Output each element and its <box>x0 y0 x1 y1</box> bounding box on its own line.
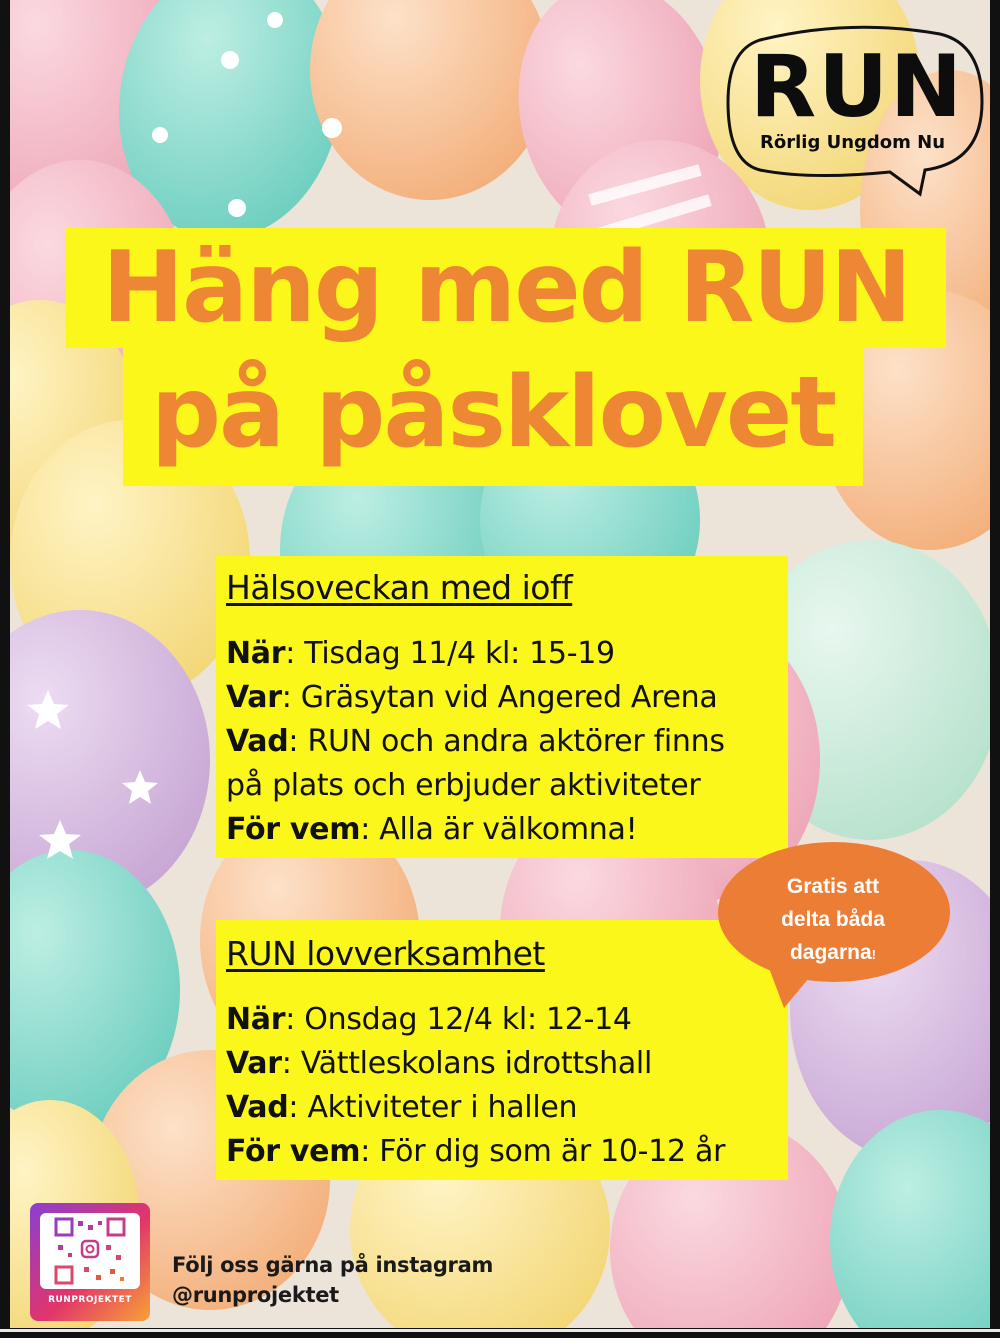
instagram-footer <box>172 1250 493 1310</box>
event-title: Hälsoveckan med ioff <box>226 568 573 607</box>
logo-title: RUN <box>750 37 965 137</box>
event-who: För vem: För dig som är 10-12 år <box>226 1134 726 1169</box>
free-callout-bubble <box>706 840 966 1020</box>
footer-follow-text: Följ oss gärna på instagram <box>172 1253 494 1277</box>
event-box-halsoveckan <box>216 556 788 858</box>
instagram-qr-code[interactable] <box>30 1203 150 1321</box>
headline-line-2: på påsklovet <box>123 348 863 486</box>
event-when: När: Onsdag 12/4 kl: 12-14 <box>226 1002 632 1037</box>
event-where: Var: Gräsytan vid Angered Arena <box>226 680 718 715</box>
event-what: Vad: Aktiviteter i hallen <box>226 1090 578 1125</box>
logo-subtitle: Rörlig Ungdom Nu <box>760 132 946 153</box>
qr-label: RUNPROJEKTET <box>48 1295 132 1305</box>
qr-pattern <box>40 1213 140 1289</box>
run-logo <box>720 22 990 212</box>
event-where: Var: Vättleskolans idrottshall <box>226 1046 652 1081</box>
instagram-handle[interactable]: @runprojektet <box>172 1283 339 1307</box>
bubble-text: Gratis att delta båda dagarna! <box>781 875 885 964</box>
event-when: När: Tisdag 11/4 kl: 15-19 <box>226 636 615 671</box>
qr-icon <box>40 1213 140 1289</box>
event-who: För vem: Alla är välkomna! <box>226 812 638 847</box>
page-divider <box>0 1329 1000 1332</box>
headline-line-1: Häng med RUN <box>66 228 946 348</box>
event-what: Vad: RUN och andra aktörer finns <box>226 724 725 759</box>
event-box-lovverksamhet <box>216 920 788 1180</box>
event-title: RUN lovverksamhet <box>226 934 545 973</box>
event-what-continued: på plats och erbjuder aktiviteter <box>226 768 701 803</box>
